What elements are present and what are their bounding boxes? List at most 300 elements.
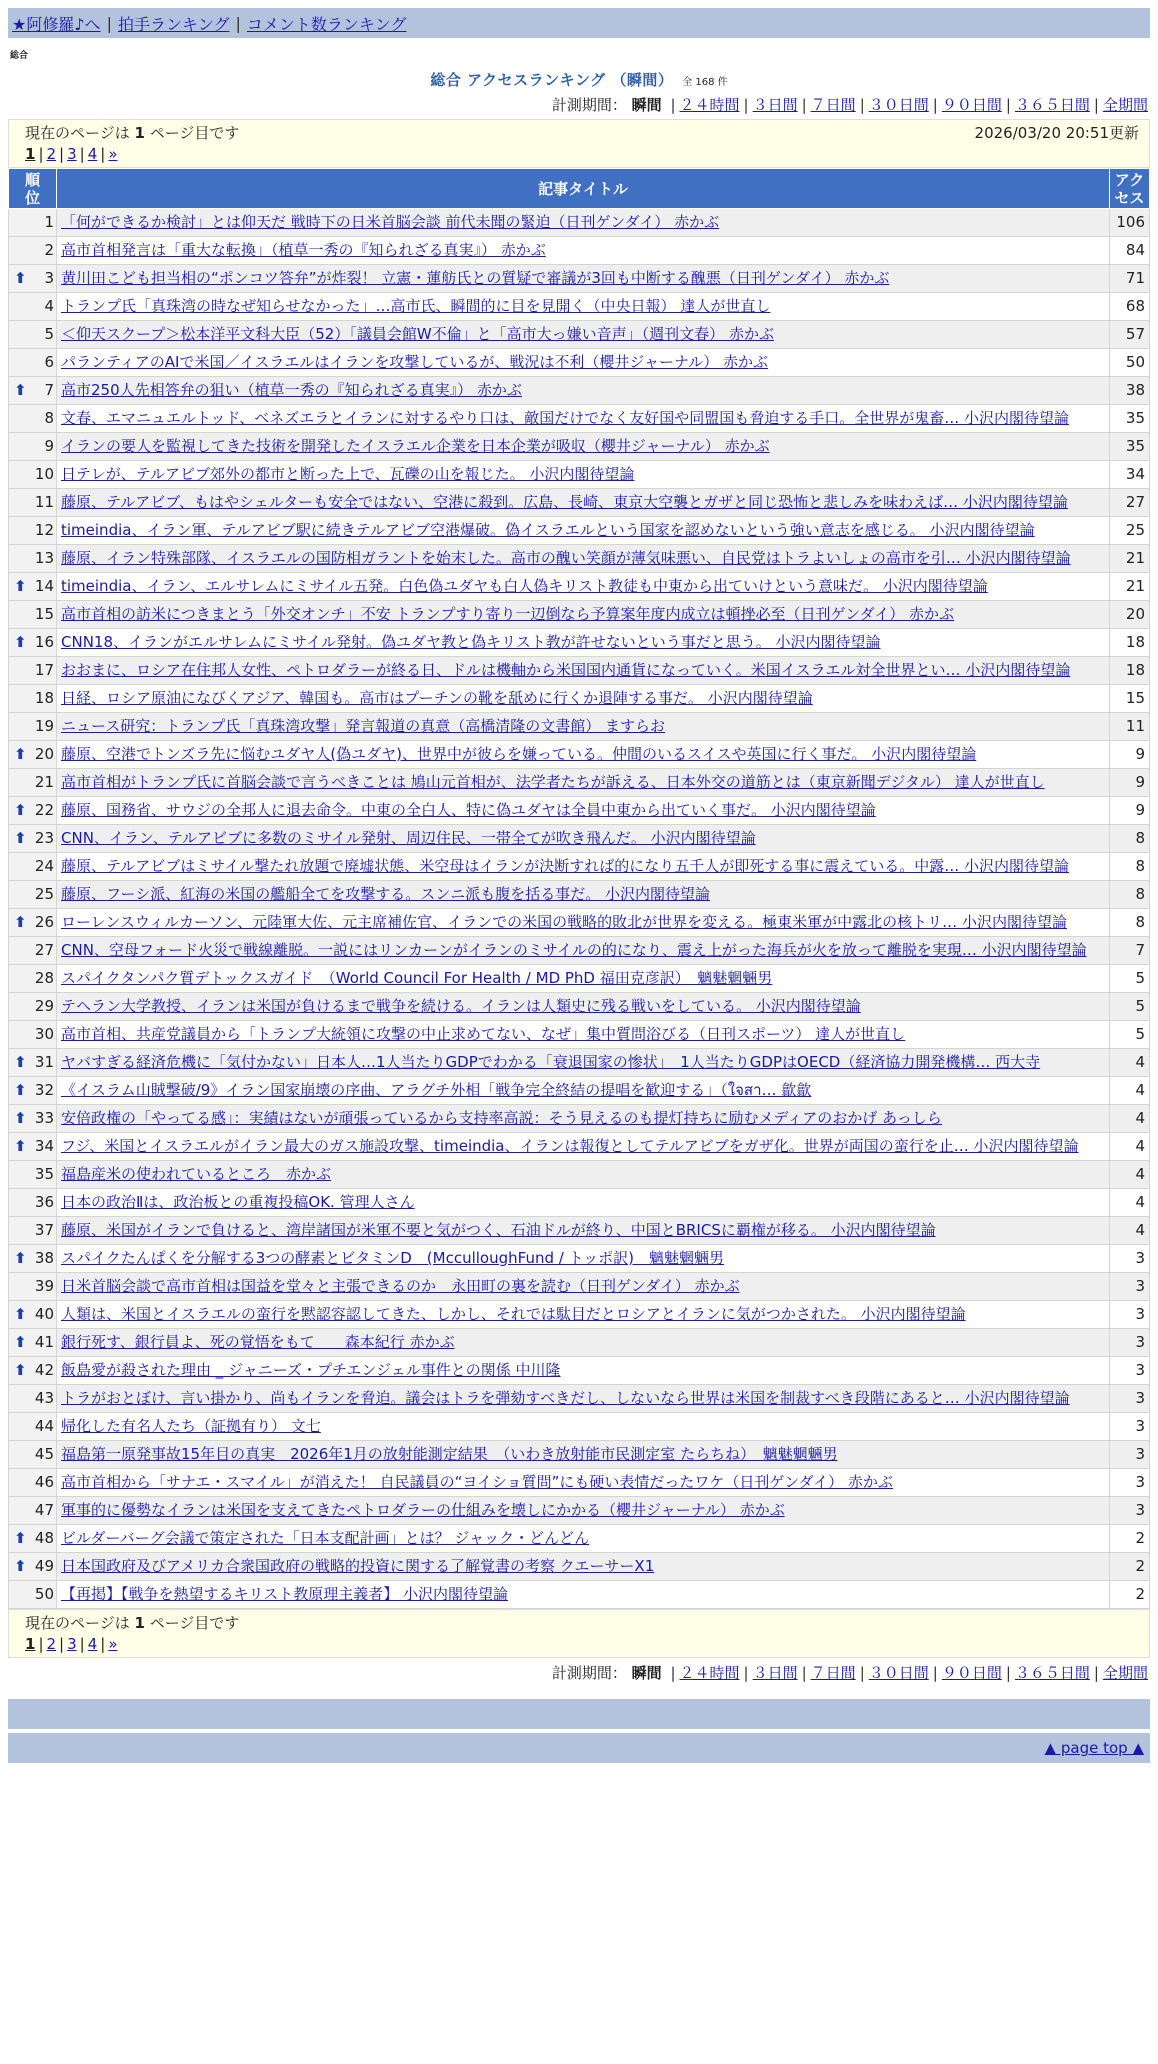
access-count: 3 <box>1110 1441 1150 1469</box>
access-count: 5 <box>1110 1021 1150 1049</box>
page-top-link[interactable]: ▲ page top ▲ <box>1044 1739 1144 1757</box>
rank-cell <box>9 1329 57 1357</box>
rank-up-arrow-icon: ⬆ <box>14 1529 27 1547</box>
access-count: 4 <box>1110 1217 1150 1245</box>
rank-number: 2 <box>44 241 54 259</box>
access-count: 3 <box>1110 1469 1150 1497</box>
title-cell <box>57 797 1110 825</box>
rank-cell <box>9 1413 57 1441</box>
rank-cell <box>9 573 57 601</box>
table-row <box>9 1105 1150 1133</box>
period-link-3[interactable]: ３０日間 <box>868 1664 929 1682</box>
rank-up-arrow-icon: ⬆ <box>14 913 27 931</box>
article-title-link[interactable]: timeindia、イラン、エルサレムにミサイル五発。白色偽ユダヤも白人偽キリスト教徒も中東から出ていけという意味だ。 小沢内閣待望論 <box>61 577 988 595</box>
rank-cell <box>9 1357 57 1385</box>
title-cell <box>57 517 1110 545</box>
table-row <box>9 853 1150 881</box>
table-row <box>9 237 1150 265</box>
nav-applause-ranking-link[interactable]: 拍手ランキング <box>117 14 230 34</box>
ranking-title: 総合 アクセスランキング （瞬間） <box>430 71 674 89</box>
article-title-link[interactable]: 帰化した有名人たち（証拠有り） 文七 <box>61 1417 321 1435</box>
col-title-header: 記事タイトル <box>57 169 1110 209</box>
table-row <box>9 937 1150 965</box>
table-row <box>9 993 1150 1021</box>
table-row <box>9 545 1150 573</box>
pager-bottom <box>8 1609 1150 1658</box>
rank-cell <box>9 461 57 489</box>
title-cell <box>57 1497 1110 1525</box>
rank-number: 13 <box>34 549 54 567</box>
title-cell <box>57 1245 1110 1273</box>
period-link-3[interactable]: ３０日間 <box>868 96 929 114</box>
rank-cell <box>9 265 57 293</box>
rank-number: 40 <box>34 1305 54 1323</box>
access-count: 4 <box>1110 1133 1150 1161</box>
article-title-link[interactable]: 藤原、空港でトンズラ先に悩むユダヤ人(偽ユダヤ)、世界中が彼らを嫌っている。仲間のいるスイスや英国に行く事だ。 小沢内閣待望論 <box>61 745 977 763</box>
article-title-link[interactable]: ＜仰天スクープ＞松本洋平文科大臣（52）「議員会館W不倫」と「高市大っ嫌い音声」（週刊文春） 赤かぶ <box>61 325 774 343</box>
rank-number: 24 <box>34 857 54 875</box>
period-link-6[interactable]: 全期間 <box>1102 1664 1148 1682</box>
rank-cell <box>9 1273 57 1301</box>
title-cell <box>57 629 1110 657</box>
access-count: 71 <box>1110 265 1150 293</box>
access-count: 8 <box>1110 825 1150 853</box>
page-next-link[interactable]: » <box>108 145 118 163</box>
rank-number: 31 <box>34 1053 54 1071</box>
table-row <box>9 1497 1150 1525</box>
rank-number: 3 <box>44 269 54 287</box>
title-cell <box>57 1553 1110 1581</box>
period-link-4[interactable]: ９０日間 <box>941 1664 1002 1682</box>
table-row <box>9 461 1150 489</box>
table-row <box>9 1385 1150 1413</box>
rank-number: 23 <box>34 829 54 847</box>
page-link-4[interactable]: 4 <box>87 145 98 163</box>
rank-cell <box>9 1217 57 1245</box>
access-count: 3 <box>1110 1497 1150 1525</box>
article-title-link[interactable]: 藤原、米国がイランで負けると、湾岸諸国が米軍不要と気がつく、石油ドルが終り、中国とBRICSに覇権が移る。 小沢内閣待望論 <box>61 1221 936 1239</box>
period-link-6[interactable]: 全期間 <box>1102 96 1148 114</box>
table-row <box>9 1049 1150 1077</box>
title-cell <box>57 1021 1110 1049</box>
title-cell <box>57 881 1110 909</box>
title-cell <box>57 601 1110 629</box>
article-title-link[interactable]: 福島第一原発事故15年目の真実 2026年1月の放射能測定結果 （いわき放射能市民測定室 たらちね） 魑魅魍魎男 <box>61 1445 838 1463</box>
access-count: 106 <box>1110 209 1150 237</box>
rank-number: 32 <box>34 1081 54 1099</box>
access-count: 3 <box>1110 1413 1150 1441</box>
rank-number: 39 <box>34 1277 54 1295</box>
title-cell <box>57 1217 1110 1245</box>
table-row <box>9 741 1150 769</box>
period-separator: | <box>932 96 938 114</box>
title-cell <box>57 1301 1110 1329</box>
article-title-link[interactable]: 高市250人先相答弁の狙い（植草一秀の『知られざる真実』） 赤かぶ <box>61 381 522 399</box>
period-separator: | <box>1005 1664 1011 1682</box>
article-title-link[interactable]: 人類は、米国とイスラエルの蛮行を黙認容認してきた、しかし、それでは駄目だとロシアとイランに気がつかされた。 小沢内閣待望論 <box>61 1305 966 1323</box>
access-count: 38 <box>1110 377 1150 405</box>
rank-up-arrow-icon: ⬆ <box>14 269 27 287</box>
nav-separator: | <box>106 13 112 33</box>
rank-number: 26 <box>34 913 54 931</box>
rank-cell <box>9 1581 57 1609</box>
rank-cell <box>9 377 57 405</box>
page-link-4[interactable]: 4 <box>87 1635 98 1653</box>
rank-number: 16 <box>34 633 54 651</box>
rank-number: 5 <box>44 325 54 343</box>
rank-number: 38 <box>34 1249 54 1267</box>
table-row <box>9 1021 1150 1049</box>
access-count: 35 <box>1110 433 1150 461</box>
article-title-link[interactable]: 高市首相がトランプ氏に首脳会談で言うべきことは 鳩山元首相が、法学者たちが訴える、日本外交の道筋とは（東京新聞デジタル） 達人が世直し <box>61 773 1045 791</box>
table-row <box>9 629 1150 657</box>
rank-number: 42 <box>34 1361 54 1379</box>
rank-cell <box>9 489 57 517</box>
article-title-link[interactable]: 藤原、国務省、サウジの全邦人に退去命令。中東の全白人、特に偽ユダヤは全員中東から出ていく事だ。 小沢内閣待望論 <box>61 801 876 819</box>
nav-home-link[interactable]: ★阿修羅♪へ <box>12 14 101 34</box>
access-count: 57 <box>1110 321 1150 349</box>
table-row <box>9 1525 1150 1553</box>
title-cell <box>57 377 1110 405</box>
article-title-link[interactable]: 藤原、イラン特殊部隊、イスラエルの国防相ガラントを始末した。高市の醜い笑顔が薄気味悪い、自民党はトラよいしょの高市を引… 小沢内閣待望論 <box>61 549 1071 567</box>
table-row <box>9 1329 1150 1357</box>
period-separator: | <box>932 1664 938 1682</box>
table-row <box>9 405 1150 433</box>
access-count: 8 <box>1110 909 1150 937</box>
rank-cell <box>9 1553 57 1581</box>
footer-bar <box>8 1699 1150 1729</box>
article-title-link[interactable]: トランプ氏「真珠湾の時なぜ知らせなかった」…高市氏、瞬間的に目を見開く（中央日報） 達人が世直し <box>61 297 771 315</box>
table-row <box>9 657 1150 685</box>
article-title-link[interactable]: ローレンスウィルカーソン、元陸軍大佐、元主席補佐官、イランでの米国の戦略的敗北が世界を変える。極東米軍が中露北の核トリ… 小沢内閣待望論 <box>61 913 1067 931</box>
page-links <box>25 145 1139 163</box>
article-title-link[interactable]: 安倍政権の「やってる感」：実績はないが頑張っているから支持率高説：そう見えるのも提灯持ちに励むメディアのおかげ あっしら <box>61 1109 942 1127</box>
page-separator: | <box>79 1635 85 1653</box>
article-title-link[interactable]: 【再掲】【戦争を熱望するキリスト教原理主義者】 小沢内閣待望論 <box>61 1585 508 1603</box>
article-title-link[interactable]: スパイクタンパク質デトックスガイド （World Council For Health / MD PhD 福田克彦訳） 魑魅魍魎男 <box>61 969 773 987</box>
article-title-link[interactable]: 藤原、テルアビブはミサイル撃たれ放題で廃墟状態、米空母はイランが決断すれば的になり五千人が即死する事に震えている。中露… 小沢内閣待望論 <box>61 857 1069 875</box>
title-cell <box>57 1525 1110 1553</box>
access-count: 15 <box>1110 685 1150 713</box>
rank-number: 25 <box>34 885 54 903</box>
period-separator: | <box>743 1664 749 1682</box>
rank-number: 9 <box>44 437 54 455</box>
col-rank-header: 順位 <box>9 169 57 209</box>
article-title-link[interactable]: パランティアのAIで米国／イスラエルはイランを攻撃しているが、戦況は不利（櫻井ジャーナル） 赤かぶ <box>61 353 769 371</box>
rank-up-arrow-icon: ⬆ <box>14 745 27 763</box>
article-title-link[interactable]: 高市首相から「サナエ・スマイル」が消えた！ 自民議員の“ヨイショ質問”にも硬い表情だったワケ（日刊ゲンダイ） 赤かぶ <box>61 1473 893 1491</box>
rank-up-arrow-icon: ⬆ <box>14 633 27 651</box>
page-link-2[interactable]: 2 <box>46 145 57 163</box>
table-row <box>9 1245 1150 1273</box>
table-row <box>9 881 1150 909</box>
rank-cell <box>9 1441 57 1469</box>
nav-comment-ranking-link[interactable]: コメント数ランキング <box>246 14 407 34</box>
article-title-link[interactable]: CNN18、イランがエルサレムにミサイル発射。偽ユダヤ教と偽キリスト教が許せないという事だと思う。 小沢内閣待望論 <box>61 633 881 651</box>
period-separator: | <box>1093 1664 1099 1682</box>
table-row <box>9 1161 1150 1189</box>
article-title-link[interactable]: 軍事的に優勢なイランは米国を支えてきたペトロダラーの仕組みを壊しにかかる（櫻井ジャーナル） 赤かぶ <box>61 1501 785 1519</box>
period-separator: | <box>801 1664 807 1682</box>
page-separator: | <box>38 1635 44 1653</box>
article-title-link[interactable]: おおまに、ロシア在住邦人女性、ペトロダラーが終る日、ドルは機軸から米国国内通貨になっていく。米国イスラエル対全世界とい… 小沢内閣待望論 <box>61 661 1071 679</box>
page-current: 1 <box>25 1635 36 1653</box>
table-row <box>9 377 1150 405</box>
title-cell <box>57 573 1110 601</box>
page-separator: | <box>59 1635 65 1653</box>
rank-number: 41 <box>34 1333 54 1351</box>
title-cell <box>57 1441 1110 1469</box>
access-count: 27 <box>1110 489 1150 517</box>
rank-number: 44 <box>34 1417 54 1435</box>
rank-cell <box>9 629 57 657</box>
rank-cell <box>9 1497 57 1525</box>
article-title-link[interactable]: timeindia、イラン軍、テルアビブ駅に続きテルアビブ空港爆破。偽イスラエルという国家を認めないという強い意志を感じる。 小沢内閣待望論 <box>61 521 1035 539</box>
access-count: 8 <box>1110 853 1150 881</box>
article-title-link[interactable]: 黄川田こども担当相の“ポンコツ答弁”が炸裂！ 立憲・蓮舫氏との質疑で審議が3回も中断する醜悪（日刊ゲンダイ） 赤かぶ <box>61 269 890 287</box>
table-row <box>9 1189 1150 1217</box>
table-row <box>9 1441 1150 1469</box>
access-count: 4 <box>1110 1105 1150 1133</box>
access-count: 4 <box>1110 1189 1150 1217</box>
access-count: 84 <box>1110 237 1150 265</box>
article-title-link[interactable]: 日本国政府及びアメリカ合衆国政府の戦略的投資に関する了解覚書の考察 クエーサーX1 <box>61 1557 655 1575</box>
title-cell <box>57 657 1110 685</box>
rank-number: 11 <box>34 493 54 511</box>
access-count: 4 <box>1110 1161 1150 1189</box>
access-count: 3 <box>1110 1357 1150 1385</box>
rank-cell <box>9 1189 57 1217</box>
article-title-link[interactable]: 日本の政治Ⅱは、政治板との重複投稿OK. 管理人さん <box>61 1193 415 1211</box>
access-count: 3 <box>1110 1301 1150 1329</box>
article-title-link[interactable]: 日テレが、テルアビブ郊外の都市と断った上で、瓦礫の山を報じた。 小沢内閣待望論 <box>61 465 635 483</box>
table-row <box>9 349 1150 377</box>
article-title-link[interactable]: ビルダーバーグ会議で策定された「日本支配計画」とは？ ジャック・どんどん <box>61 1529 590 1547</box>
article-title-link[interactable]: 藤原、フーシ派、紅海の米国の艦船全てを攻撃する。スンニ派も腹を括る事だ。 小沢内閣待望論 <box>61 885 711 903</box>
access-count: 25 <box>1110 517 1150 545</box>
table-row <box>9 573 1150 601</box>
article-title-link[interactable]: トラがおとぼけ、言い掛かり、尚もイランを脅迫。議会はトラを弾劾すべきだし、しないなら世界は米国を制裁すべき段階にあると… 小沢内閣待望論 <box>61 1389 1070 1407</box>
table-row <box>9 209 1150 237</box>
article-title-link[interactable]: イランの要人を監視してきた技術を開発したイスラエル企業を日本企業が吸収（櫻井ジャーナル） 赤かぶ <box>61 437 770 455</box>
rank-up-arrow-icon: ⬆ <box>14 1557 27 1575</box>
title-cell <box>57 1133 1110 1161</box>
article-title-link[interactable]: 飯島愛が殺された理由 _ ジャニーズ・プチエンジェル事件との関係 中川隆 <box>61 1361 561 1379</box>
title-cell <box>57 433 1110 461</box>
title-cell <box>57 321 1110 349</box>
rank-cell <box>9 1161 57 1189</box>
table-row <box>9 1413 1150 1441</box>
access-count: 20 <box>1110 601 1150 629</box>
rank-cell <box>9 909 57 937</box>
table-row <box>9 517 1150 545</box>
table-row <box>9 1581 1150 1609</box>
title-cell <box>57 1077 1110 1105</box>
access-count: 5 <box>1110 965 1150 993</box>
ranking-table <box>8 168 1150 1609</box>
current-page-text: 現在のページは 1 ページ目です <box>25 1614 240 1632</box>
rank-number: 20 <box>34 745 54 763</box>
period-link-0[interactable]: ２４時間 <box>679 1664 740 1682</box>
access-count: 3 <box>1110 1273 1150 1301</box>
page-separator: | <box>38 145 44 163</box>
access-count: 7 <box>1110 937 1150 965</box>
access-count: 8 <box>1110 881 1150 909</box>
title-cell <box>57 685 1110 713</box>
article-title-link[interactable]: 高市首相の訪米につきまとう「外交オンチ」不安 トランプすり寄り一辺倒なら予算案年度内成立は頓挫必至（日刊ゲンダイ） 赤かぶ <box>61 605 955 623</box>
access-count: 18 <box>1110 629 1150 657</box>
table-row <box>9 1133 1150 1161</box>
article-title-link[interactable]: 文春、エマニュエルトッド、ベネズエラとイランに対するやり口は、敵国だけでなく友好国や同盟国も脅迫する手口。全世界が鬼畜… 小沢内閣待望論 <box>61 409 1069 427</box>
table-row <box>9 1301 1150 1329</box>
period-separator: | <box>801 96 807 114</box>
rank-number: 36 <box>34 1193 54 1211</box>
period-separator: | <box>670 1664 676 1682</box>
rank-number: 12 <box>34 521 54 539</box>
rank-cell <box>9 1301 57 1329</box>
pager-top <box>8 119 1150 168</box>
title-cell <box>57 1469 1110 1497</box>
article-title-link[interactable]: スパイクたんぱくを分解する3つの酵素とビタミンD (McculloughFund / トッポ訳) 魑魅魍魎男 <box>61 1249 724 1267</box>
rank-up-arrow-icon: ⬆ <box>14 1081 27 1099</box>
period-current: 瞬間 <box>631 96 662 114</box>
period-link-2[interactable]: ７日間 <box>810 1664 856 1682</box>
access-count: 35 <box>1110 405 1150 433</box>
rank-cell <box>9 349 57 377</box>
rank-number: 27 <box>34 941 54 959</box>
rank-number: 30 <box>34 1025 54 1043</box>
period-link-5[interactable]: ３６５日間 <box>1014 1664 1090 1682</box>
page-link-3[interactable]: 3 <box>67 145 77 163</box>
table-row <box>9 489 1150 517</box>
nav-separator: | <box>235 13 241 33</box>
title-cell <box>57 1581 1110 1609</box>
page-link-2[interactable]: 2 <box>46 1635 57 1653</box>
article-title-link[interactable]: ニュース研究：トランプ氏「真珠湾攻撃」発言報道の真意（高橋清隆の文書館） ますらお <box>61 717 666 735</box>
period-link-1[interactable]: ３日間 <box>752 1664 798 1682</box>
access-count: 50 <box>1110 349 1150 377</box>
page-separator: | <box>79 145 85 163</box>
table-row <box>9 1077 1150 1105</box>
title-cell <box>57 1329 1110 1357</box>
rank-up-arrow-icon: ⬆ <box>14 577 27 595</box>
current-page-text: 現在のページは 1 ページ目です <box>25 124 240 142</box>
period-selector-top <box>0 94 1148 115</box>
rank-number: 43 <box>34 1389 54 1407</box>
updated-timestamp: 2026/03/20 20:51更新 <box>974 124 1139 142</box>
period-link-5[interactable]: ３６５日間 <box>1014 96 1090 114</box>
title-cell <box>57 1189 1110 1217</box>
rank-up-arrow-icon: ⬆ <box>14 1249 27 1267</box>
article-title-link[interactable]: 日経、ロシア原油になびくアジア、韓国も。高市はプーチンの靴を舐めに行くか退陣する事だ。 小沢内閣待望論 <box>61 689 813 707</box>
rank-number: 28 <box>34 969 54 987</box>
page-links <box>25 1635 1139 1653</box>
table-row <box>9 965 1150 993</box>
rank-number: 4 <box>44 297 54 315</box>
table-row <box>9 713 1150 741</box>
title-cell <box>57 1049 1110 1077</box>
period-link-4[interactable]: ９０日間 <box>941 96 1002 114</box>
rank-cell <box>9 517 57 545</box>
rank-cell <box>9 853 57 881</box>
page-link-3[interactable]: 3 <box>67 1635 77 1653</box>
access-count: 9 <box>1110 797 1150 825</box>
rank-number: 49 <box>34 1557 54 1575</box>
access-count: 21 <box>1110 545 1150 573</box>
article-title-link[interactable]: 《イスラム山賊撃破/9》イラン国家崩壊の序曲、アラグチ外相「戦争完全終結の提唱を歓迎する」（ใจสา… 歙歙 <box>61 1081 812 1099</box>
rank-cell <box>9 937 57 965</box>
rank-number: 35 <box>34 1165 54 1183</box>
title-cell <box>57 237 1110 265</box>
page-separator: | <box>100 1635 106 1653</box>
table-row <box>9 601 1150 629</box>
rank-cell <box>9 825 57 853</box>
ranking-title-row <box>0 69 1158 90</box>
rank-number: 10 <box>34 465 54 483</box>
table-row <box>9 1469 1150 1497</box>
rank-cell <box>9 433 57 461</box>
title-cell <box>57 1413 1110 1441</box>
title-cell <box>57 741 1110 769</box>
title-cell <box>57 405 1110 433</box>
period-separator: | <box>670 96 676 114</box>
rank-up-arrow-icon: ⬆ <box>14 1053 27 1071</box>
rank-up-arrow-icon: ⬆ <box>14 801 27 819</box>
article-title-link[interactable]: テヘラン大学教授、イランは米国が負けるまで戦争を続ける。イランは人類史に残る戦いをしている。 小沢内閣待望論 <box>61 997 861 1015</box>
article-title-link[interactable]: 高市首相、共産党議員から「トランプ大統領に攻撃の中止求めてない、なぜ」集中質問浴びる（日刊スポーツ） 達人が世直し <box>61 1025 906 1043</box>
table-row <box>9 825 1150 853</box>
title-cell <box>57 1161 1110 1189</box>
page-next-link[interactable]: » <box>108 1635 118 1653</box>
period-link-2[interactable]: ７日間 <box>810 96 856 114</box>
article-title-link[interactable]: 「何ができるか検討」とは仰天だ 戦時下の日米首脳会談 前代未聞の緊迫（日刊ゲンダイ） 赤かぶ <box>61 213 720 231</box>
rank-up-arrow-icon: ⬆ <box>14 829 27 847</box>
table-row <box>9 265 1150 293</box>
rank-number: 19 <box>34 717 54 735</box>
article-title-link[interactable]: CNN、イラン、テルアビブに多数のミサイル発射、周辺住民、一帯全てが吹き飛んだ。 小沢内閣待望論 <box>61 829 756 847</box>
rank-cell <box>9 545 57 573</box>
article-title-link[interactable]: CNN、空母フォード火災で戦線離脱。一説にはリンカーンがイランのミサイルの的になり、震え上がった海兵が火を放って離脱を実現… 小沢内閣待望論 <box>61 941 1087 959</box>
access-count: 5 <box>1110 993 1150 1021</box>
article-title-link[interactable]: ヤバすぎる経済危機に「気付かない」日本人…1人当たりGDPでわかる「衰退国家の惨状」 1人当たりGDPはOECD（経済協力開発機構… 西大寺 <box>61 1053 1041 1071</box>
table-row <box>9 769 1150 797</box>
period-link-0[interactable]: ２４時間 <box>679 96 740 114</box>
table-row <box>9 909 1150 937</box>
period-separator: | <box>1005 96 1011 114</box>
article-title-link[interactable]: 福島産米の使われているところ 赤かぶ <box>61 1165 332 1183</box>
article-title-link[interactable]: 銀行死す、銀行員よ、死の覚悟をもて 森本紀行 赤かぶ <box>61 1333 455 1351</box>
table-row <box>9 685 1150 713</box>
period-separator: | <box>859 96 865 114</box>
rank-cell <box>9 601 57 629</box>
article-title-link[interactable]: 日米首脳会談で高市首相は国益を堂々と主張できるのか 永田町の裏を読む（日刊ゲンダイ） 赤かぶ <box>61 1277 740 1295</box>
access-count: 9 <box>1110 741 1150 769</box>
period-separator: | <box>859 1664 865 1682</box>
access-count: 4 <box>1110 1077 1150 1105</box>
table-row <box>9 293 1150 321</box>
article-title-link[interactable]: 高市首相発言は「重大な転換」（植草一秀の『知られざる真実』） 赤かぶ <box>61 241 546 259</box>
access-count: 11 <box>1110 713 1150 741</box>
access-count: 2 <box>1110 1581 1150 1609</box>
rank-number: 22 <box>34 801 54 819</box>
access-count: 2 <box>1110 1525 1150 1553</box>
article-title-link[interactable]: フジ、米国とイスラエルがイラン最大のガス施設攻撃、timeindia、イランは報復としてテルアビブをガザ化。世界が両国の蛮行を止… 小沢内閣待望論 <box>61 1137 1079 1155</box>
period-selector-bottom <box>0 1662 1148 1683</box>
rank-cell <box>9 993 57 1021</box>
article-title-link[interactable]: 藤原、テルアビブ、もはやシェルターも安全ではない、空港に殺到。広島、長崎、東京大空襲とガザと同じ恐怖と悲しみを味わえば… 小沢内閣待望論 <box>61 493 1068 511</box>
period-link-1[interactable]: ３日間 <box>752 96 798 114</box>
table-row <box>9 1553 1150 1581</box>
